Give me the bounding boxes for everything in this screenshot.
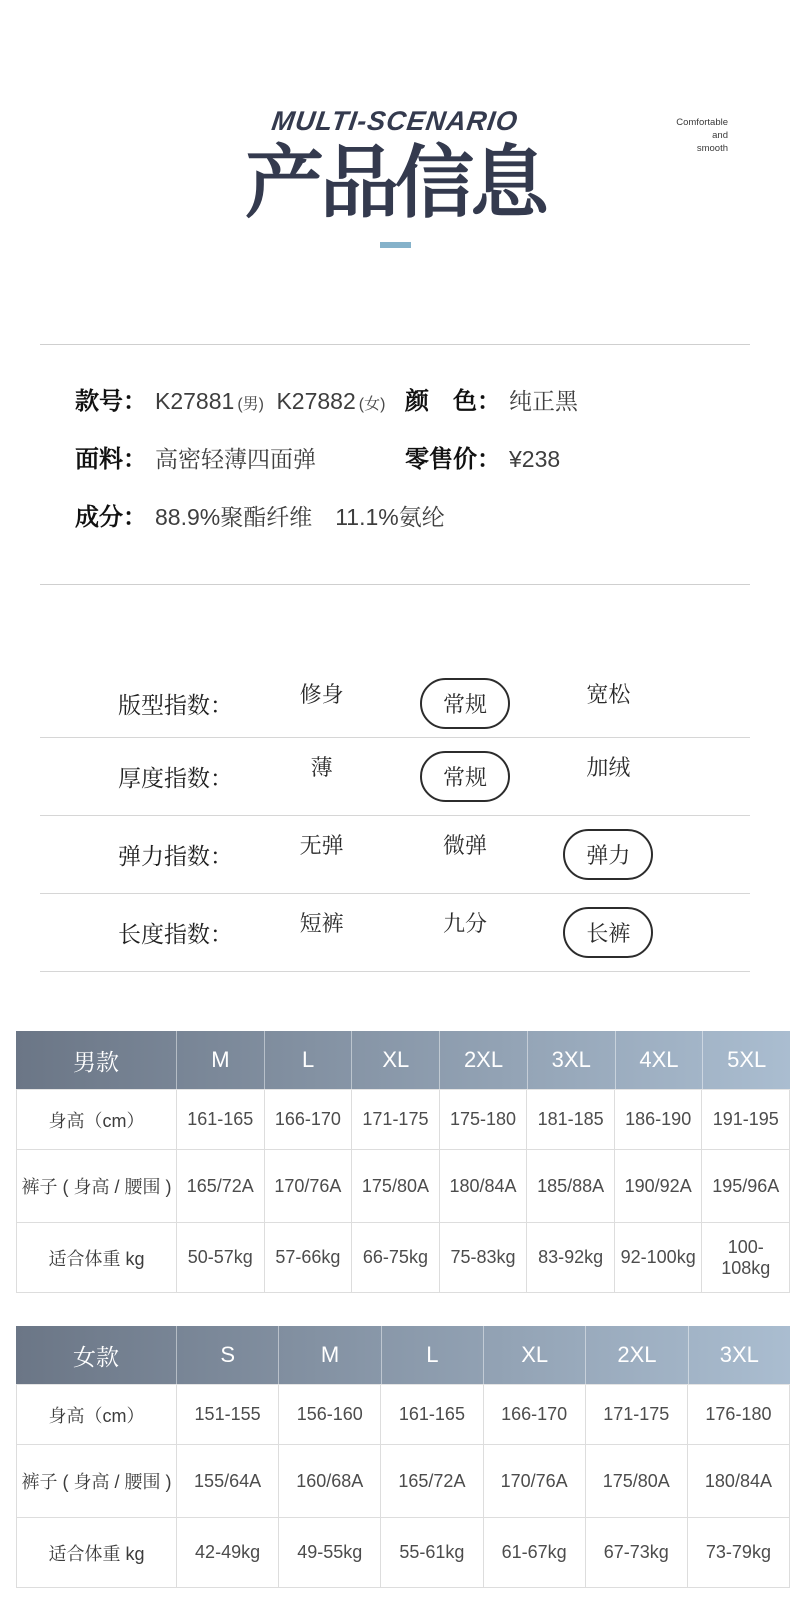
row-label: 身高（cm）	[17, 1090, 177, 1150]
size-cell: 195/96A	[702, 1150, 790, 1223]
size-cell: 181-185	[527, 1090, 615, 1150]
index-option-selected: 常规	[420, 751, 510, 802]
size-cell: 57-66kg	[265, 1223, 353, 1293]
size-cell: 161-165	[177, 1090, 265, 1150]
index-label: 长度指数：	[118, 921, 233, 947]
size-cell: 50-57kg	[177, 1223, 265, 1293]
size-cell: 156-160	[279, 1385, 381, 1445]
index-option: 无弹	[299, 833, 344, 858]
row-label: 适合体重 kg	[17, 1518, 177, 1588]
row-label: 裤子 ( 身高 / 腰围 )	[17, 1445, 177, 1518]
size-cell: 83-92kg	[527, 1223, 615, 1293]
index-option: 微弹	[442, 833, 487, 858]
womens-size-table	[16, 1326, 790, 1588]
size-cell: 180/84A	[440, 1150, 528, 1223]
index-option: 宽松	[586, 681, 631, 707]
index-label: 弹力指数：	[118, 843, 233, 869]
page-header	[0, 0, 790, 248]
size-cell: 190/92A	[615, 1150, 703, 1223]
size-cell: 186-190	[615, 1090, 703, 1150]
spec-note: (女)	[358, 395, 386, 413]
index-option: 修身	[299, 681, 344, 707]
table-row	[16, 1384, 790, 1445]
table-title: 女款	[73, 1343, 119, 1370]
size-cell: 171-175	[352, 1090, 440, 1150]
size-column-header: 2XL	[585, 1326, 687, 1384]
size-column-header: XL	[351, 1031, 439, 1089]
mens-size-table	[16, 1031, 790, 1293]
spec-label: 颜 色：	[405, 387, 501, 415]
size-cell: 175/80A	[586, 1445, 688, 1518]
size-cell: 49-55kg	[279, 1518, 381, 1588]
size-column-header: M	[176, 1031, 264, 1089]
size-cell: 175/80A	[352, 1150, 440, 1223]
size-cell: 161-165	[381, 1385, 483, 1445]
index-option: 短裤	[299, 911, 344, 936]
size-cell: 166-170	[484, 1385, 586, 1445]
table-row	[16, 1518, 790, 1588]
size-cell: 55-61kg	[381, 1518, 483, 1588]
table-row	[16, 1445, 790, 1518]
spec-label: 零售价：	[405, 445, 501, 473]
index-option: 薄	[310, 755, 333, 780]
tagline-line: and	[712, 130, 728, 141]
table-row	[16, 1223, 790, 1293]
size-tables	[0, 1031, 790, 1588]
size-cell: 170/76A	[265, 1150, 353, 1223]
table-row	[16, 1089, 790, 1150]
spec-value: K27881	[155, 387, 235, 414]
spec-row	[40, 485, 750, 543]
spec-fabric	[40, 439, 405, 474]
index-option-selected: 弹力	[563, 829, 653, 880]
size-cell: 66-75kg	[352, 1223, 440, 1293]
spec-label: 面料：	[75, 445, 147, 473]
size-cell: 151-155	[177, 1385, 279, 1445]
index-row	[40, 585, 750, 738]
size-cell: 61-67kg	[484, 1518, 586, 1588]
index-row	[40, 894, 750, 972]
size-column-header: S	[176, 1326, 278, 1384]
index-label: 厚度指数：	[118, 765, 233, 791]
row-label: 适合体重 kg	[17, 1223, 177, 1293]
table-title: 男款	[73, 1048, 119, 1075]
accent-underline	[380, 242, 411, 248]
size-cell: 166-170	[265, 1090, 353, 1150]
tagline-line: smooth	[696, 143, 728, 154]
size-cell: 165/72A	[381, 1445, 483, 1518]
size-column-header: 4XL	[615, 1031, 703, 1089]
size-cell: 170/76A	[484, 1445, 586, 1518]
size-column-header: M	[278, 1326, 380, 1384]
header-kicker: MULTI-SCENARIO	[269, 106, 521, 136]
index-section	[40, 585, 750, 972]
spec-color	[405, 381, 750, 416]
spec-value: 88.9%聚酯纤维 11.1%氨纶	[155, 503, 445, 530]
index-option-selected: 长裤	[563, 907, 653, 958]
size-column-header: L	[264, 1031, 352, 1089]
table-row	[16, 1150, 790, 1223]
spec-value: K27882	[276, 387, 356, 414]
spec-model	[40, 381, 405, 416]
spec-price	[405, 439, 750, 474]
index-option: 加绒	[586, 755, 631, 780]
size-cell: 73-79kg	[688, 1518, 790, 1588]
size-cell: 160/68A	[279, 1445, 381, 1518]
size-column-header: XL	[483, 1326, 585, 1384]
spec-value: 纯正黑	[509, 387, 578, 414]
row-label: 身高（cm）	[17, 1385, 177, 1445]
size-cell: 180/84A	[688, 1445, 790, 1518]
index-option-selected: 常规	[420, 678, 510, 729]
index-label: 版型指数：	[118, 691, 233, 718]
size-cell: 171-175	[586, 1385, 688, 1445]
size-column-header: 3XL	[688, 1326, 790, 1384]
size-cell: 155/64A	[177, 1445, 279, 1518]
index-option: 九分	[442, 911, 487, 936]
size-cell: 42-49kg	[177, 1518, 279, 1588]
spec-label: 成分：	[75, 503, 147, 531]
spec-note: (男)	[237, 395, 264, 413]
size-column-header: L	[381, 1326, 483, 1384]
size-cell: 67-73kg	[586, 1518, 688, 1588]
spec-label: 款号：	[75, 387, 147, 415]
spec-composition	[40, 497, 445, 532]
size-cell: 165/72A	[177, 1150, 265, 1223]
size-column-header: 3XL	[527, 1031, 615, 1089]
spec-value: 高密轻薄四面弹	[155, 445, 316, 472]
size-cell: 100-108kg	[702, 1223, 790, 1293]
size-cell: 185/88A	[527, 1150, 615, 1223]
size-column-header: 2XL	[439, 1031, 527, 1089]
row-label: 裤子 ( 身高 / 腰围 )	[17, 1150, 177, 1223]
index-row	[40, 816, 750, 894]
size-cell: 191-195	[702, 1090, 790, 1150]
size-cell: 75-83kg	[440, 1223, 528, 1293]
product-specs	[40, 344, 750, 585]
index-row	[40, 738, 750, 816]
size-cell: 92-100kg	[615, 1223, 703, 1293]
tagline-line: Comfortable	[676, 117, 728, 128]
spec-row	[40, 427, 750, 485]
size-column-header: 5XL	[702, 1031, 790, 1089]
spec-value: ¥238	[509, 445, 561, 472]
spec-row	[40, 369, 750, 427]
size-cell: 176-180	[688, 1385, 790, 1445]
page-title: 产品信息	[245, 138, 545, 227]
size-cell: 175-180	[440, 1090, 528, 1150]
